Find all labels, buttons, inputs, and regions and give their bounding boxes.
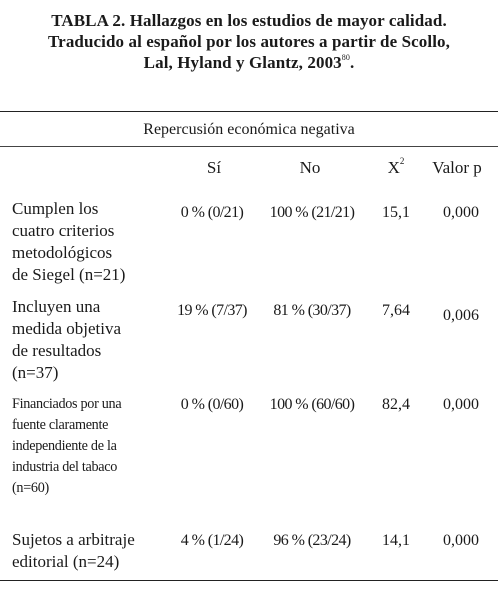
row-1-label-line: Cumplen los: [12, 199, 99, 218]
caption-line-1: TABLA 2. Hallazgos en los estudios de mayor calidad.: [51, 11, 447, 30]
row-3-label-line: fuente claramente: [12, 417, 109, 433]
row-3-no: 100 % (60/60): [269, 396, 355, 413]
row-4-si: 4 % (1/24): [180, 532, 244, 549]
table-caption: [0, 10, 498, 73]
row-1-label-line: cuatro criterios: [12, 221, 115, 240]
row-3-label-line: Financiados por una: [12, 396, 122, 412]
group-header-rule: [0, 146, 498, 147]
chi-square-exponent: 2: [399, 156, 405, 166]
row-4-p-value: 0,000: [443, 532, 479, 549]
column-header-p-value: Valor p: [432, 158, 482, 177]
row-3-label-line: industria del tabaco: [12, 459, 118, 475]
row-1-label: [12, 198, 172, 286]
caption-line-3-text: Lal, Hyland y Glantz, 2003: [143, 53, 342, 72]
caption-line-2: Traducido al español por los autores a partir de Scollo,: [48, 32, 450, 51]
row-1-si: 0 % (0/21): [180, 204, 244, 221]
row-4-label: [12, 529, 172, 573]
row-1-no: 100 % (21/21): [269, 204, 355, 221]
row-2-no: 81 % (30/37): [273, 302, 351, 319]
caption-reference: 80: [341, 53, 350, 62]
row-3-label-line: independiente de la: [12, 438, 117, 454]
row-4-no: 96 % (23/24): [273, 532, 351, 549]
row-2-si: 19 % (7/37): [177, 302, 247, 319]
row-2-label-line: de resultados: [12, 341, 102, 360]
row-3-p-value: 0,000: [443, 396, 479, 413]
row-2-label: [12, 296, 172, 384]
column-header-chi-square: [374, 158, 418, 178]
row-4-chi-square: 14,1: [382, 532, 410, 549]
row-4-label-line: editorial (n=24): [12, 552, 120, 571]
row-3-label-line: (n=60): [12, 480, 49, 496]
row-1-chi-square: 15,1: [382, 204, 410, 221]
chi-square-symbol: X: [387, 158, 400, 177]
row-1-p-value: 0,000: [443, 204, 479, 221]
row-2-label-line: (n=37): [12, 363, 59, 382]
table-top-rule: [0, 111, 498, 112]
row-2-chi-square: 7,64: [382, 302, 410, 319]
row-3-chi-square: 82,4: [382, 396, 410, 413]
row-3-label: [12, 394, 172, 499]
group-header: Repercusión económica negativa: [143, 121, 355, 138]
table-bottom-rule: [0, 580, 498, 581]
row-2-p-value: 0,006: [443, 307, 479, 324]
row-2-label-line: medida objetiva: [12, 319, 122, 338]
column-header-no: No: [299, 158, 321, 177]
row-4-label-line: Sujetos a arbitraje: [12, 530, 135, 549]
row-1-label-line: metodológicos: [12, 243, 113, 262]
caption-line-3: [0, 52, 498, 73]
row-1-label-line: de Siegel (n=21): [12, 265, 126, 284]
row-3-si: 0 % (0/60): [180, 396, 244, 413]
column-header-si: Sí: [206, 158, 222, 177]
caption-line-3-end: .: [349, 53, 355, 72]
row-2-label-line: Incluyen una: [12, 297, 101, 316]
